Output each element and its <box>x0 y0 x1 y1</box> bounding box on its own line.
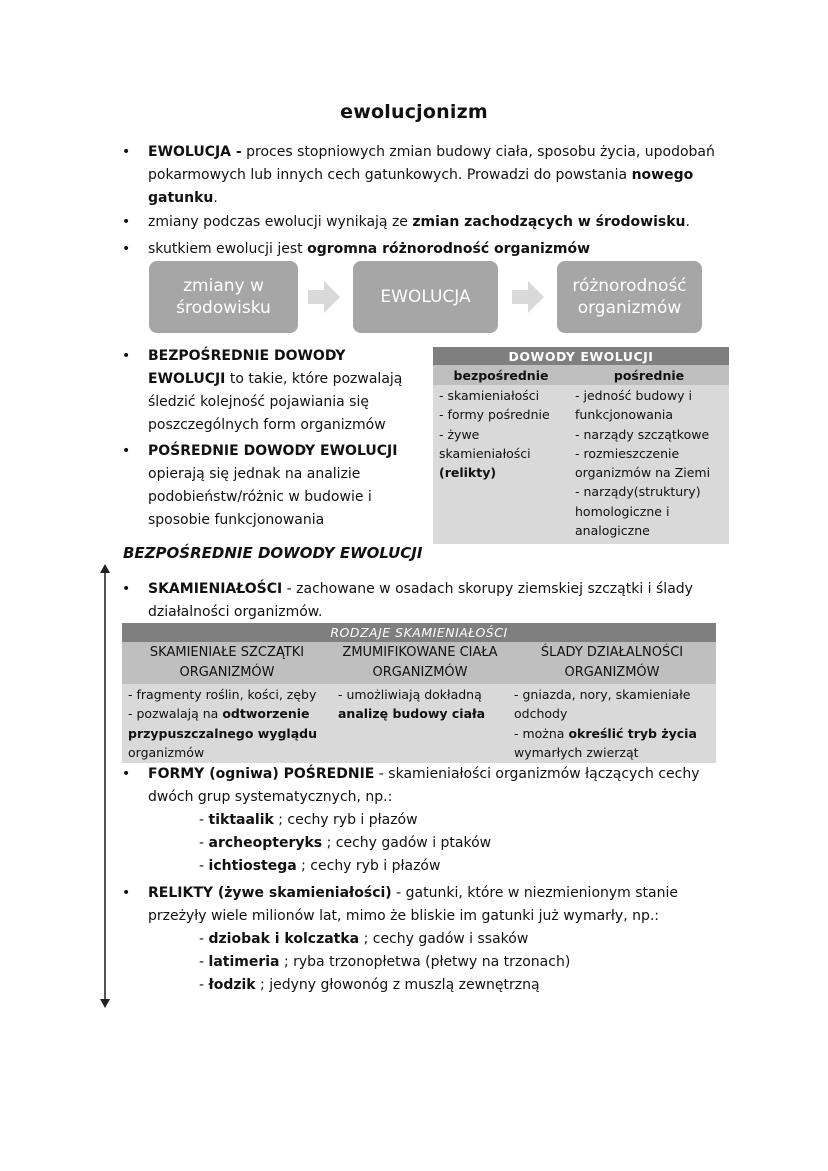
column-header-mummified: ZMUMIFIKOWANE CIAŁA ORGANIZMÓW <box>332 642 508 684</box>
flow-box-diversity: różnorodność organizmów <box>557 261 702 333</box>
bullet-diversity: • skutkiem ewolucji jest ogromna różnorodność organizmów <box>148 238 728 261</box>
column-header-remains: SKAMIENIAŁE SZCZĄTKI ORGANIZMÓW <box>122 642 332 684</box>
flow-box-evolution: EWOLUCJA <box>353 261 498 333</box>
bullet-evolution-definition: • EWOLUCJA - proces stopniowych zmian budowy ciała, sposobu życia, upodobań pokarmowych lub innych cech gatunkowych. Prowadzi do powstania nowego gatunku. <box>148 141 728 210</box>
evidence-table-title: DOWODY EWOLUCJI <box>433 347 729 365</box>
bullet-fossils: • SKAMIENIAŁOŚCI - zachowane w osadach skorupy ziemskiej szczątki i ślady działalności organizmów. <box>148 578 728 624</box>
bullet-environment-changes: • zmiany podczas ewolucji wynikają ze zmian zachodzących w środowisku. <box>148 211 728 234</box>
example-lodzik: - łodzik ; jedyny głowonóg z muszlą zewnętrzną <box>199 977 540 993</box>
direct-evidence-list: - skamieniałości - formy pośrednie - żywe skamieniałości (relikty) <box>433 385 569 544</box>
bullet-direct-evidence: • BEZPOŚREDNIE DOWODY EWOLUCJI to takie, które pozwalają śledzić kolejność pojawiania się poszczególnych form organizmów <box>148 345 426 437</box>
section-heading-direct-evidence: BEZPOŚREDNIE DOWODY EWOLUCJI <box>123 544 423 562</box>
bullet-dot: • <box>122 241 131 257</box>
page-title: ewolucjonizm <box>340 101 488 123</box>
remains-description: - fragmenty roślin, kości, zęby - pozwalają na odtworzenie przypuszczalnego wyglądu organizmów <box>122 684 332 763</box>
right-arrow-icon <box>308 281 340 313</box>
bullet-dot: • <box>122 443 131 459</box>
example-ichtiostega: - ichtiostega ; cechy ryb i płazów <box>199 858 441 874</box>
column-header-traces: ŚLADY DZIAŁALNOŚCI ORGANIZMÓW <box>508 642 716 684</box>
bullet-dot: • <box>122 885 131 901</box>
column-header-indirect: pośrednie <box>569 365 729 385</box>
example-tiktaalik: - tiktaalik ; cechy ryb i płazów <box>199 812 418 828</box>
evidence-table <box>433 347 729 544</box>
mummified-description: - umożliwiają dokładną analizę budowy ciała <box>332 684 508 763</box>
traces-description: - gniazda, nory, skamieniałe odchody - można określić tryb życia wymarłych zwierząt <box>508 684 716 763</box>
bullet-dot: • <box>122 348 131 364</box>
fossil-table-title: RODZAJE SKAMIENIAŁOŚCI <box>122 623 716 642</box>
example-dziobak: - dziobak i kolczatka ; cechy gadów i ssaków <box>199 931 529 947</box>
fossil-types-table <box>122 623 716 763</box>
bullet-relicts: • RELIKTY (żywe skamieniałości) - gatunki, które w niezmienionym stanie przeżyły wiele milionów lat, mimo że bliskie im gatunki już wymarły, np.: <box>148 882 733 928</box>
flow-box-environment: zmiany w środowisku <box>149 261 298 333</box>
right-arrow-icon <box>512 281 544 313</box>
bullet-dot: • <box>122 581 131 597</box>
double-arrow-vertical-icon <box>104 570 106 1002</box>
column-header-direct: bezpośrednie <box>433 365 569 385</box>
bullet-dot: • <box>122 144 131 160</box>
bullet-dot: • <box>122 766 131 782</box>
example-archeopteryks: - archeopteryks ; cechy gadów i ptaków <box>199 835 492 851</box>
bullet-dot: • <box>122 214 131 230</box>
example-latimeria: - latimeria ; ryba trzonopłetwa (płetwy na trzonach) <box>199 954 571 970</box>
bullet-intermediate-forms: • FORMY (ogniwa) POŚREDNIE - skamieniałości organizmów łączących cechy dwóch grup systematycznych, np.: <box>148 763 728 809</box>
indirect-evidence-list: - jedność budowy i funkcjonowania - narządy szczątkowe - rozmieszczenie organizmów na Ziemi - narządy(struktury) homologiczne i analogiczne <box>569 385 729 544</box>
bullet-indirect-evidence: • POŚREDNIE DOWODY EWOLUCJI opierają się jednak na analizie podobieństw/różnic w budowie i sposobie funkcjonowania <box>148 440 426 532</box>
